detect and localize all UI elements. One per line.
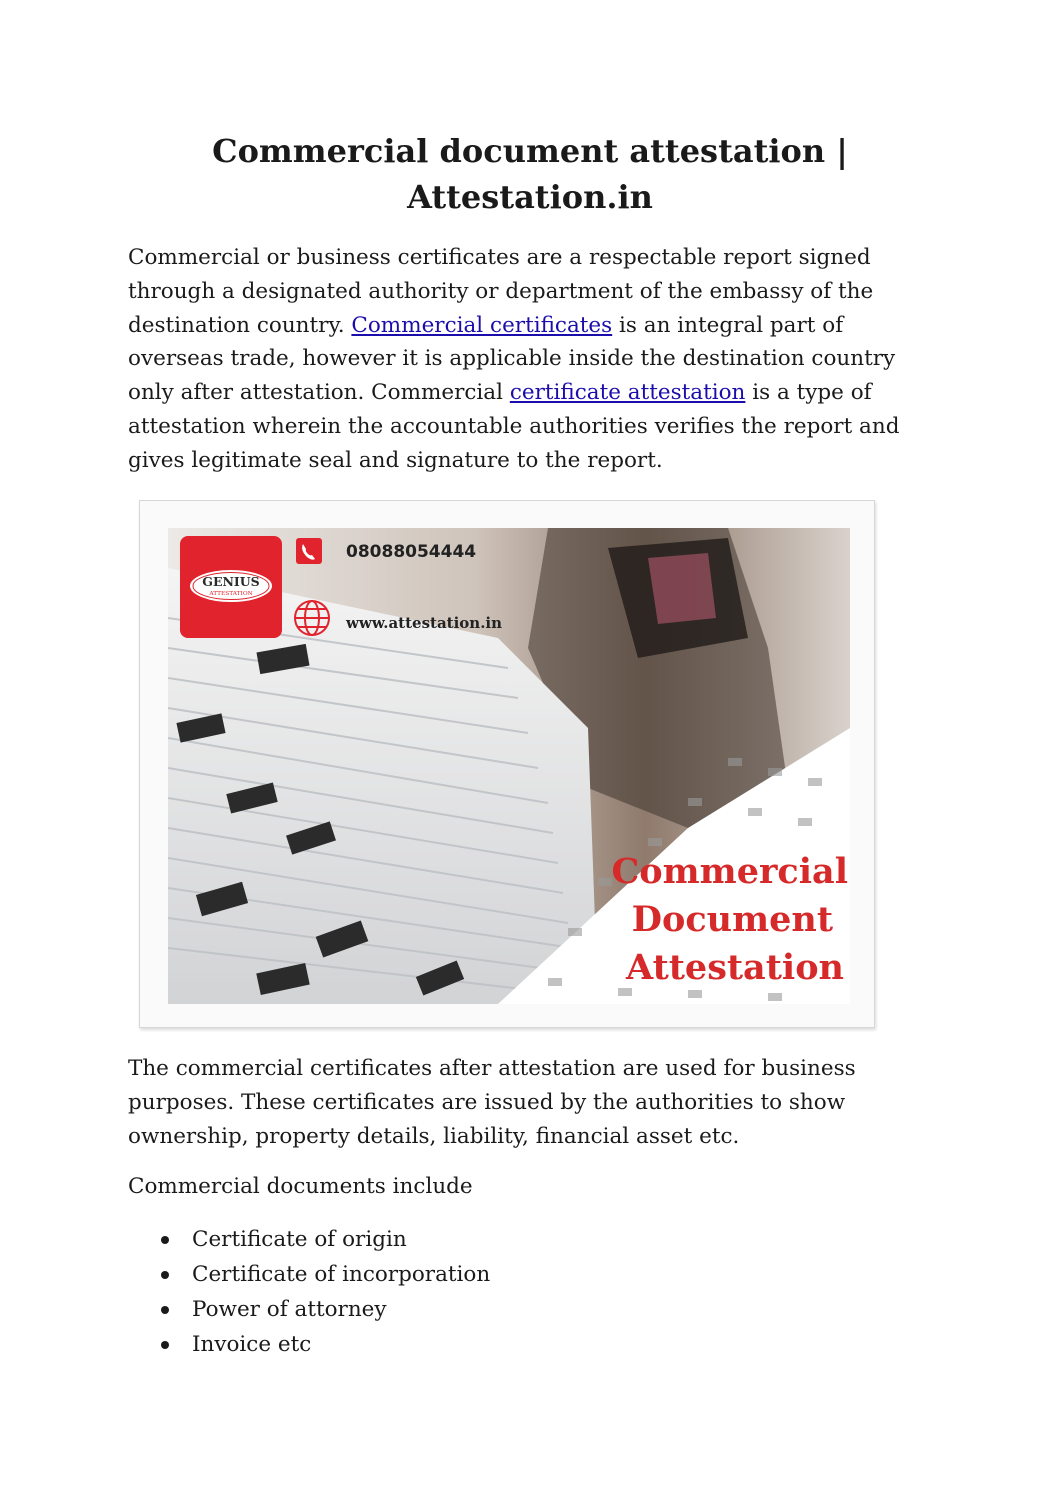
banner-graphic: [168, 528, 850, 1004]
banner-image: [139, 500, 875, 1028]
phone-icon: [296, 538, 322, 564]
list-intro: Commercial documents include: [128, 1174, 473, 1199]
usage-paragraph: The commercial certificates after attestation are used for business purposes. These certificates are issued by the authorities to show ownership, property details, liability, financial asset etc.: [128, 1056, 856, 1149]
headline-line-1: Commercial: [611, 851, 848, 892]
headline-line-2: Document: [631, 899, 833, 940]
page-title: Commercial document attestation | Attestation.in: [212, 132, 848, 216]
brand-name: GENIUS: [202, 574, 260, 589]
documents-list: [128, 1222, 490, 1362]
phone-number: 08088054444: [346, 542, 477, 562]
intro-text-1: Commercial or business certificates are a respectable report signed through a designated authority or department of the embassy of the destination country.: [128, 245, 874, 338]
headline-line-3: Attestation: [626, 947, 844, 988]
website-url: www.attestation.in: [346, 614, 503, 632]
list-item: Invoice etc: [128, 1327, 490, 1362]
commercial-certificates-link[interactable]: Commercial certificates: [351, 312, 613, 338]
brand-subtitle: ATTESTATION: [209, 591, 253, 597]
list-item: Power of attorney: [128, 1292, 490, 1327]
intro-paragraph: [128, 241, 938, 478]
certificate-attestation-link[interactable]: certificate attestation: [509, 380, 746, 406]
intro-text-3: is a type of attestation wherein the accountable authorities verifies the report and gives legitimate seal and signature to the report.: [128, 380, 900, 473]
list-item: Certificate of incorporation: [128, 1257, 490, 1292]
list-item: Certificate of origin: [128, 1222, 490, 1257]
intro-text-2: is an integral part of overseas trade, however it is applicable inside the destination country only after attestation. Commercial: [128, 312, 896, 406]
